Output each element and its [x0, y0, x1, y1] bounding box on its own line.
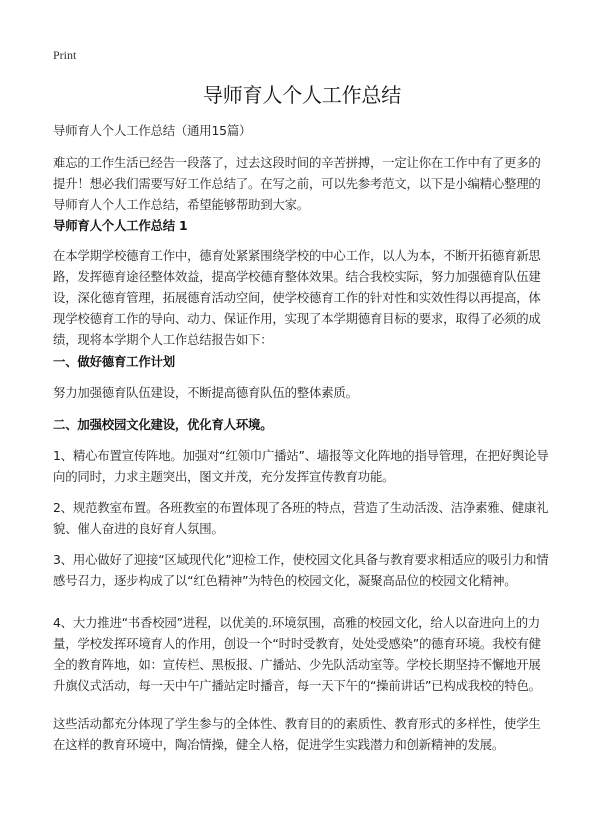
section-heading: 导师育人个人工作总结 1: [53, 218, 188, 233]
page-title: 导师育人个人工作总结: [203, 83, 401, 107]
intro-paragraph: 难忘的工作生活已经告一段落了，过去这段时间的辛苦拼搏，一定让你在工作中有了更多的提升！想必我们需要写好工作总结了。在写之前，可以先参考范文，以下是小编精心整理的导师育人个人工作总结，希望能够帮助到大家。: [53, 155, 541, 212]
document-subtitle: 导师育人个人工作总结（通用15篇）: [53, 123, 252, 138]
print-link[interactable]: Print: [53, 48, 77, 62]
body-paragraph-1: 在本学期学校德育工作中，德育处紧紧围绕学校的中心工作，以人为本，不断开拓德育新思路，发挥德育途径整体效益，提高学校德育整体效果。结合我校实际，努力加强德育队伍建设，深化德育管理，拓展德育活动空间，使学校德育工作的针对性和实效性得以再提高，体现学校德育工作的导向、动力、保证作用，实现了本学期德育目标的要求，取得了必须的成绩，现将本学期个人工作总结报告如下：: [53, 248, 541, 347]
heading-2: 二、加强校园文化建设，优化育人环境。: [53, 417, 273, 432]
heading-1: 一、做好德育工作计划: [53, 354, 175, 369]
list-item-4: 4、大力推进“书香校园”进程，以优美的.环境氛围，高雅的校园文化，给人以奋进向上的力量，学校发挥环境育人的作用，创设一个“时时受教育，处处受感染”的德育环境。我校有健全的教育阵地，如：宣传栏、黑板报、广播站、少先队活动室等。学校长期坚持不懈地开展升旗仪式活动，每一天中午广播站定时播音，每一天下午的“操前讲话”已构成我校的特色。: [53, 615, 541, 693]
list-item-1: 1、精心布置宣传阵地。加强对“红领巾广播站”、墙报等文化阵地的指导管理，在把好舆论导向的同时，力求主题突出，图文并茂，充分发挥宣传教育功能。: [53, 448, 549, 484]
list-item-3: 3、用心做好了迎接“区域现代化”迎检工作，使校园文化具备与教育要求相适应的吸引力和情感号召力，逐步构成了以“红色精神”为特色的校园文化，凝聚高品位的校园文化精神。: [53, 552, 549, 588]
closing-paragraph: 这些活动都充分体现了学生参与的全体性、教育目的的素质性、教育形式的多样性，使学生在这样的教育环境中，陶冶情操，健全人格，促进学生实践潜力和创新精神的发展。: [53, 716, 541, 752]
body-paragraph-2: 努力加强德育队伍建设，不断提高德育队伍的整体素质。: [53, 385, 358, 400]
list-item-2: 2、规范教室布置。各班教室的布置体现了各班的特点，营造了生动活泼、洁净素雅、健康礼貌、催人奋进的良好育人氛围。: [53, 500, 549, 536]
